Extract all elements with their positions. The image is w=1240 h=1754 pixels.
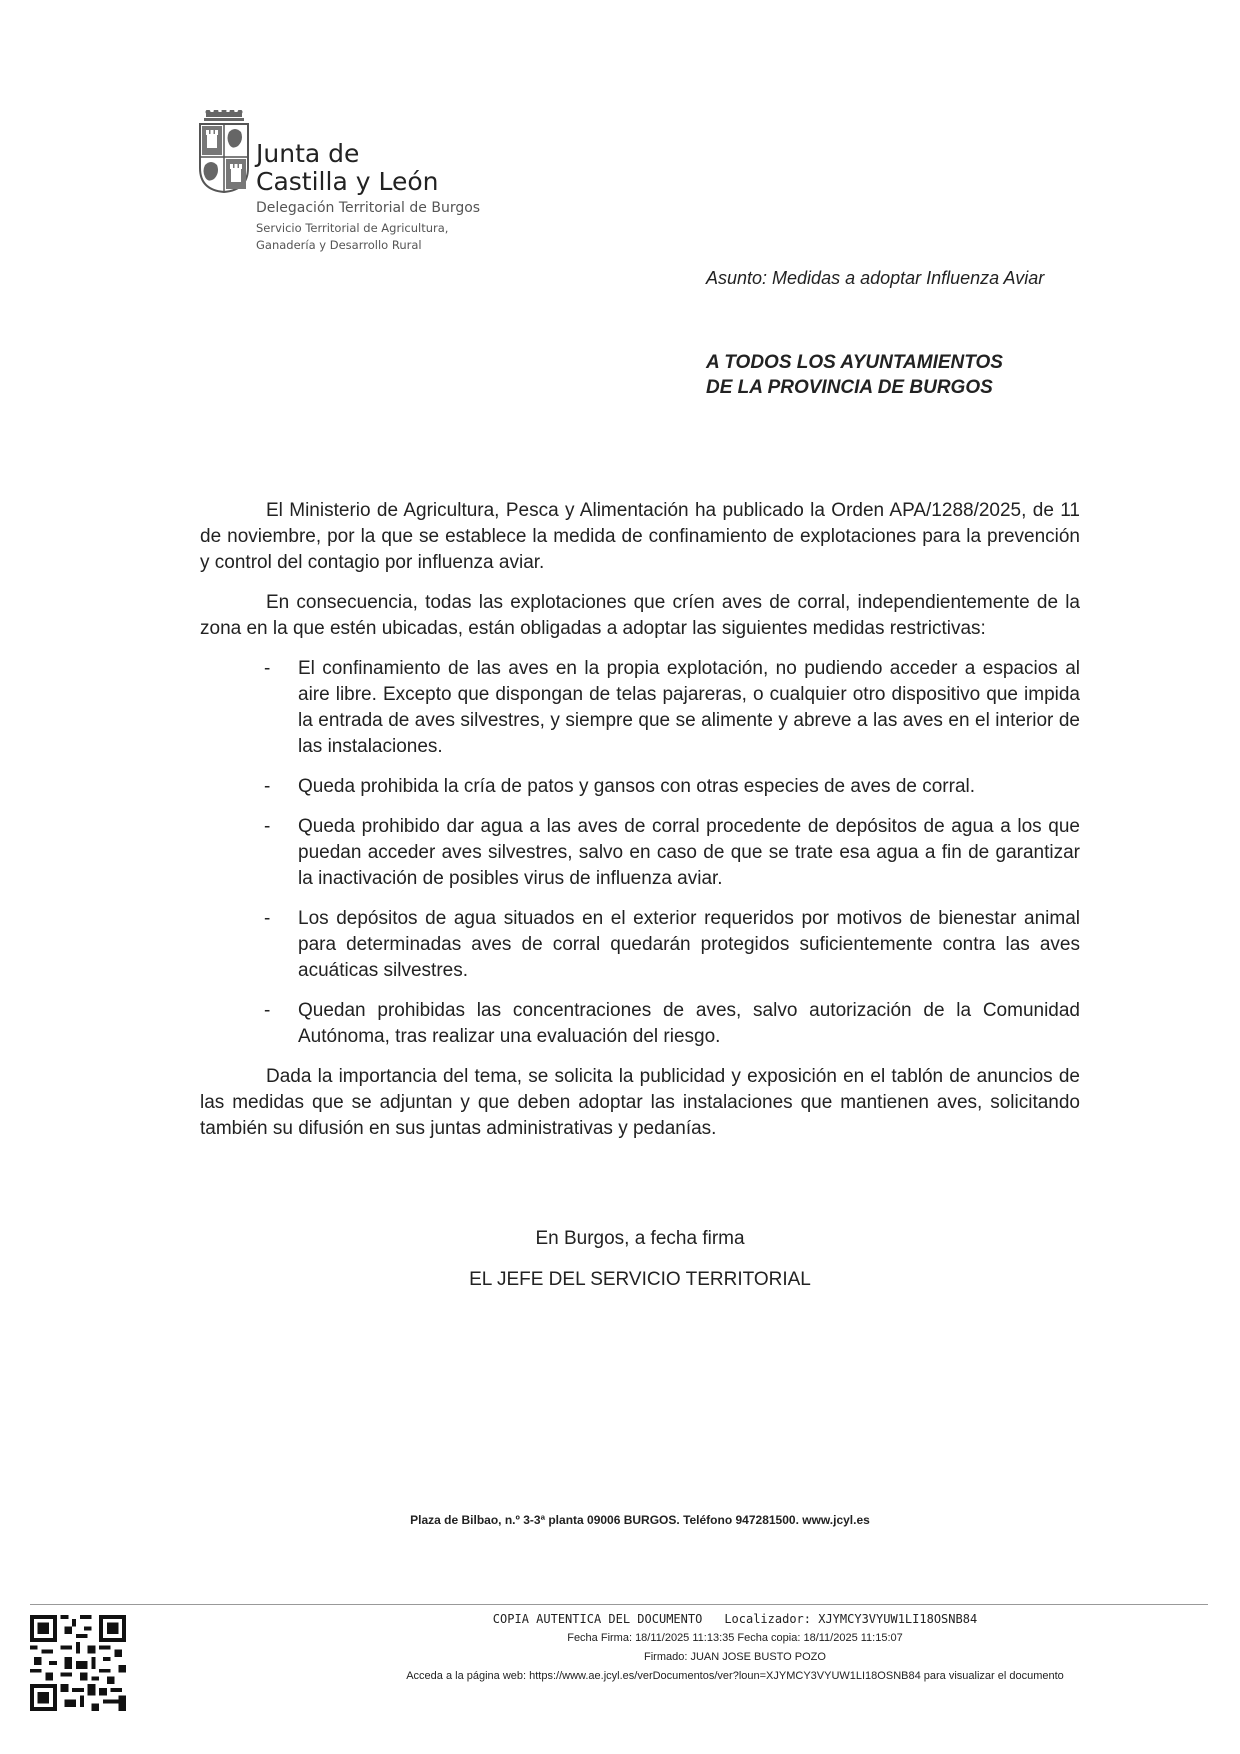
list-item: - El confinamiento de las aves en la propia explotación, no pudiendo acceder a espacios al aire libre. Excepto que dispongan de telas pajareras, o cualquier otro dispositivo que impida la entrada de aves silvestres, y siempre que se alimente y abreve a las aves en el interior de las instalaciones. [264, 658, 1080, 757]
paragraph-request: Dada la importancia del tema, se solicita la publicidad y exposición en el tablón de anuncios de las medidas que se adjuntan y que deben adoptar las instalaciones que mantienen aves, solicitando también su difusión en sus juntas administrativas y pedanías. [200, 1066, 1080, 1139]
signatory-title: EL JEFE DEL SERVICIO TERRITORIAL [469, 1269, 811, 1290]
footer-address: Plaza de Bilbao, n.º 3-3ª planta 09006 BURGOS. Teléfono 947281500. www.jcyl.es [410, 1513, 870, 1527]
list-item: - Queda prohibido dar agua a las aves de corral procedente de depósitos de agua a los que puedan acceder aves silvestres, salvo en caso de que se trate esa agua a fin de garantizar la inactivación de posibles virus de influenza aviar. [264, 816, 1080, 889]
locator-code: Localizador: XJYMCY3VYUW1LI18OSNB84 [724, 1612, 978, 1626]
organization-name: Junta de Castilla y León [256, 139, 439, 196]
recipient-line-2: DE LA PROVINCIA DE BURGOS [706, 377, 993, 398]
qr-code-icon[interactable] [30, 1615, 126, 1711]
list-item: - Quedan prohibidas las concentraciones de aves, salvo autorización de la Comunidad Autónoma, tras realizar una evaluación del riesgo. [264, 1000, 1080, 1047]
footer-divider [30, 1604, 1208, 1605]
bullet-dash: - [264, 816, 271, 837]
bullet-dash: - [264, 658, 271, 679]
recipient-line-1: A TODOS LOS AYUNTAMIENTOS [706, 352, 1003, 373]
subject-line: Asunto: Medidas a adoptar Influenza Aviar [706, 268, 1045, 288]
measures-list [200, 656, 1080, 1050]
copy-label: COPIA AUTENTICA DEL DOCUMENTO [492, 1612, 703, 1626]
paragraph-intro: El Ministerio de Agricultura, Pesca y Alimentación ha publicado la Orden APA/1288/2025, de 11 de noviembre, por la que se establece la medida de confinamiento de explotaciones para la prevención y control del contagio por influenza aviar. [200, 500, 1080, 573]
place-date: En Burgos, a fecha firma [535, 1228, 745, 1249]
bullet-dash: - [264, 908, 271, 929]
list-item: - Los depósitos de agua situados en el exterior requeridos por motivos de bienestar animal para determinadas aves de corral quedarán protegidos suficientemente contra las aves acuáticas silvestres. [264, 908, 1080, 981]
paragraph-consequence: En consecuencia, todas las explotaciones que críen aves de corral, independientemente de la zona en la que estén ubicadas, están obligadas a adoptar las siguientes medidas restrictivas: [200, 592, 1080, 639]
letter-body [200, 498, 1080, 1156]
delegation-name: Delegación Territorial de Burgos [256, 200, 481, 216]
signed-by: Firmado: JUAN JOSE BUSTO POZO [644, 1651, 826, 1663]
recipient-block [706, 350, 1003, 400]
coat-of-arms-icon [198, 110, 250, 194]
letterhead [198, 110, 598, 260]
verification-link[interactable]: Acceda a la página web: https://www.ae.jcyl.es/verDocumentos/ver?loun=XJYMCY3VYUW1LI18OSNB84 para visualizar el documento [406, 1670, 1064, 1682]
signature-dates: Fecha Firma: 18/11/2025 11:13:35 Fecha copia: 18/11/2025 11:15:07 [567, 1632, 903, 1644]
service-name: Servicio Territorial de Agricultura, Ganadería y Desarrollo Rural [256, 221, 449, 252]
list-item: - Queda prohibida la cría de patos y gansos con otras especies de aves de corral. [200, 774, 1080, 800]
bullet-dash: - [264, 1000, 271, 1021]
authentic-copy-line [160, 1612, 1240, 1626]
bullet-dash: - [264, 776, 271, 797]
